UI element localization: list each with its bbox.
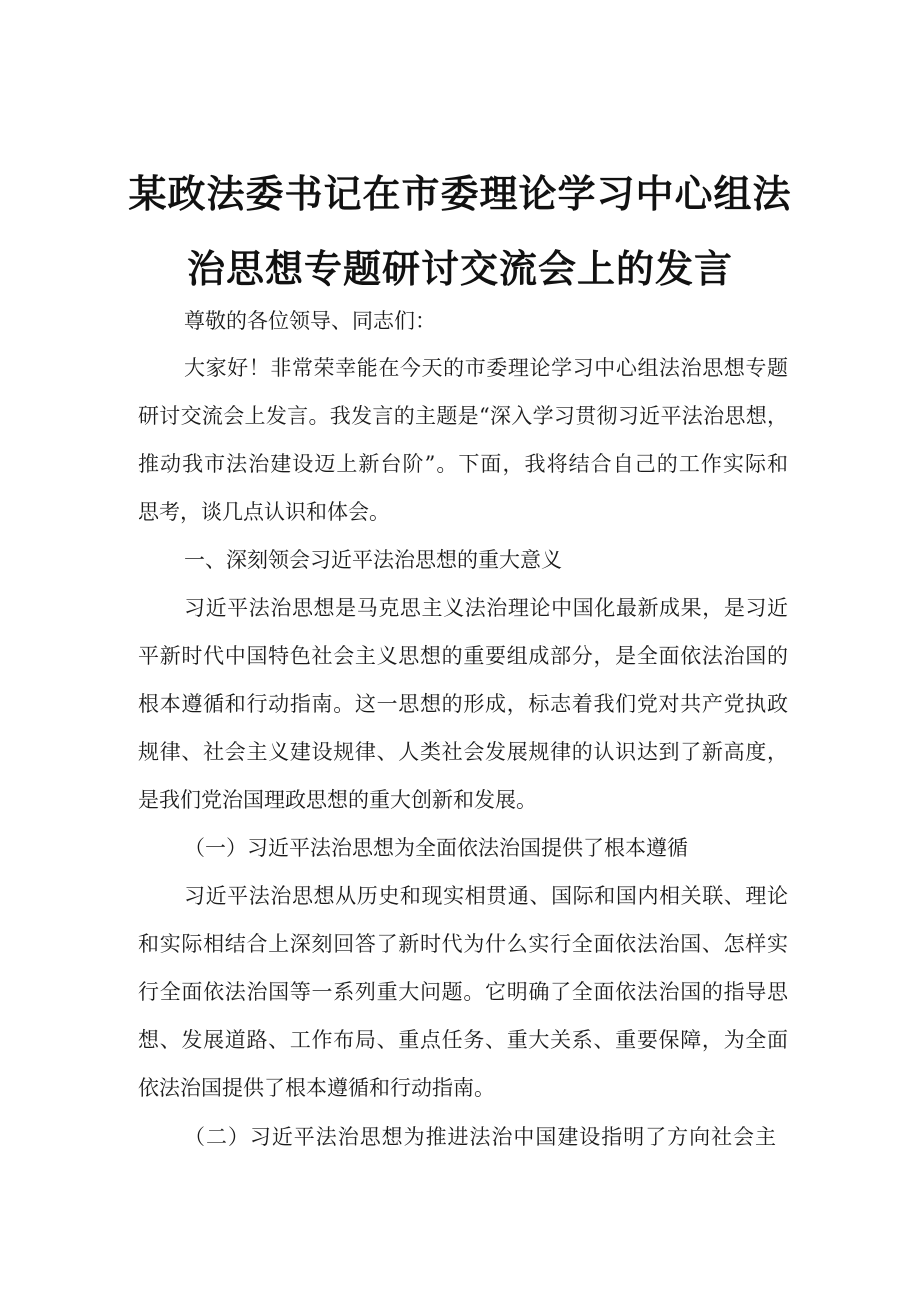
section-heading-1: 一、深刻领会习近平法治思想的重大意义 xyxy=(184,548,562,572)
document-title-line-1: 某政法委书记在市委理论学习中心组法 xyxy=(128,172,792,216)
paragraph-2-line: 习近平法治思想是马克思主义法治理论中国化最新成果，是习近 xyxy=(184,596,788,620)
paragraph-3-line: 想、发展道路、工作布局、重点任务、重大关系、重要保障，为全面 xyxy=(138,1028,788,1052)
paragraph-1-line: 研讨交流会上发言。我发言的主题是“深入学习贯彻习近平法治思想， xyxy=(138,404,788,428)
subsection-heading-2: （二）习近平法治思想为推进法治中国建设指明了方向社会主 xyxy=(184,1125,776,1149)
document-title-line-2: 治思想专题研讨交流会上的发言 xyxy=(186,247,733,291)
paragraph-3-line: 依法治国提供了根本遵循和行动指南。 xyxy=(138,1076,495,1100)
paragraph-2-line: 规律、社会主义建设规律、人类社会发展规律的认识达到了新高度， xyxy=(138,740,788,764)
paragraph-3-line: 和实际相结合上深刻回答了新时代为什么实行全面依法治国、怎样实 xyxy=(138,932,788,956)
paragraph-2-line: 平新时代中国特色社会主义思想的重要组成部分，是全面依法治国的 xyxy=(138,644,788,668)
paragraph-3-line: 习近平法治思想从历史和现实相贯通、国际和国内相关联、理论 xyxy=(184,884,788,908)
paragraph-2-line: 是我们党治国理政思想的重大创新和发展。 xyxy=(138,788,537,812)
paragraph-1-line: 推动我市法治建设迈上新台阶”。下面，我将结合自己的工作实际和 xyxy=(138,452,788,476)
paragraph-1-line: 思考，谈几点认识和体会。 xyxy=(138,500,390,524)
paragraph-1-line: 大家好！非常荣幸能在今天的市委理论学习中心组法治思想专题 xyxy=(184,356,788,380)
salutation: 尊敬的各位领导、同志们： xyxy=(184,309,436,333)
subsection-heading-1: （一）习近平法治思想为全面依法治国提供了根本遵循 xyxy=(184,836,688,860)
paragraph-2-line: 根本遵循和行动指南。这一思想的形成，标志着我们党对共产党执政 xyxy=(138,692,788,716)
paragraph-3-line: 行全面依法治国等一系列重大问题。它明确了全面依法治国的指导思 xyxy=(138,980,788,1004)
